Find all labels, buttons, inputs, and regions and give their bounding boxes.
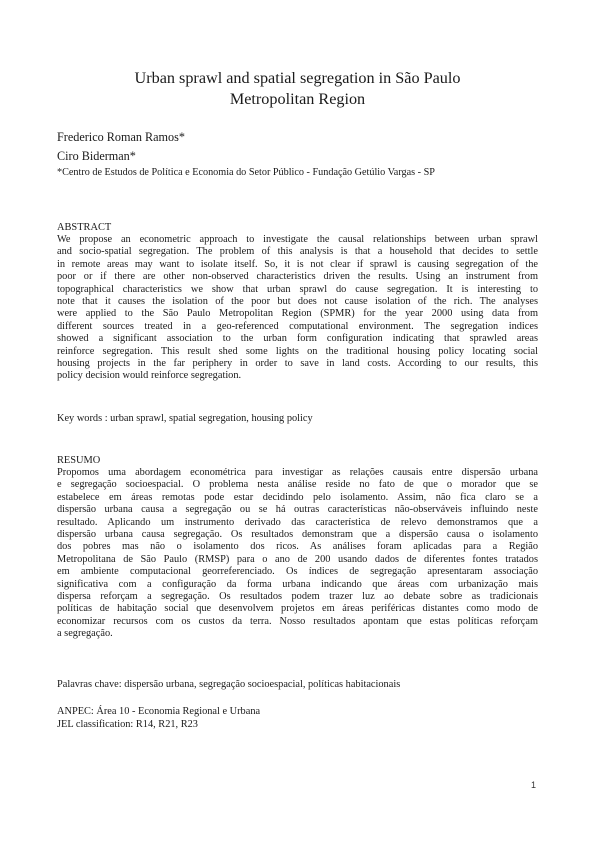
paper-title [60, 68, 535, 110]
resumo-line: e segregação socioespacial. O problema nesta análise reside no fato de que o morador que se [57, 479, 538, 491]
author-name: Ciro Biderman* [57, 149, 136, 163]
resumo-line: dispersa reforçam a segregação. Os resultados podem trazer luz ao debate sobre as tradicionais [57, 591, 538, 603]
resumo-line: políticas de habitação social que desenvolvem projetos em áreas periféricas distantes como modo de [57, 603, 538, 615]
abstract-line: were applied to the São Paulo Metropolitan Region (SPMR) for the year 2000 using data from [57, 308, 538, 320]
abstract-line: topographical characteristics we show that urban sprawl do cause segregation. It is interesting to [57, 283, 538, 295]
title-line-1: Urban sprawl and spatial segregation in São Paulo [134, 69, 461, 87]
abstract-keywords: Key words : urban sprawl, spatial segregation, housing policy [57, 413, 313, 424]
abstract-line: and socio-spatial segregation. The problem of this analysis is that a household that decides to settle [57, 246, 538, 258]
resumo-line: estabelece em áreas remotas pode estar decidindo pelo isolamento. Assim, não fica claro se a [57, 491, 538, 503]
resumo-line: Propomos uma abordagem econométrica para investigar as relações causais entre dispersão urbana [57, 467, 538, 478]
abstract-line: poor or if there are other non-observed characteristics driven the results. Using an instrument from [57, 271, 538, 283]
abstract-line: policy decision would reinforce segregation. [57, 370, 242, 382]
jel-classification: JEL classification: R14, R21, R23 [57, 719, 198, 730]
resumo-body [57, 467, 538, 641]
abstract-line: in remote areas may want to isolate itself. So, it is not clear if sprawl is causing segregation of the [57, 258, 538, 270]
abstract-heading: ABSTRACT [57, 222, 112, 233]
title-line-2: Metropolitan Region [229, 90, 366, 108]
resumo-line: dos pobres mas não o isolamento dos ricos. As análises foram aplicadas para a Região [57, 541, 538, 553]
resumo-line: a segregação. [57, 628, 113, 640]
author-name: Frederico Roman Ramos* [57, 130, 185, 144]
page-number: 1 [531, 780, 537, 790]
resumo-keywords: Palavras chave: dispersão urbana, segregação socioespacial, políticas habitacionais [57, 679, 401, 690]
abstract-line: We propose an econometric approach to investigate the causal relationships between urban sprawl [57, 234, 538, 245]
abstract-body [57, 234, 538, 383]
resumo-heading: RESUMO [57, 455, 101, 466]
author-affiliation: *Centro de Estudos de Política e Economia do Setor Público - Fundação Getúlio Vargas - SP [57, 167, 435, 178]
abstract-line: housing projects in the far periphery in order to save in land costs. According to our results, this [57, 358, 538, 370]
resumo-line: dispersão urbana causa a segregação ou se há outras características não-observáveis influindo neste [57, 504, 538, 516]
resumo-line: resultado. Aplicando um instrumento derivado das característica de relevo demonstramos que a [57, 516, 538, 528]
resumo-line: dispersão urbana causa segregação. Os resultados demonstram que a dispersão causa o isolamento [57, 529, 538, 541]
abstract-line: reinforce segregation. This result shed some lights on the traditional housing policy locating social [57, 345, 538, 357]
resumo-line: Metropolitana de São Paulo (RMSP) para o ano de 200 usando dados de diferentes fontes tratados [57, 553, 538, 565]
anpec-area: ANPEC: Área 10 - Economia Regional e Urbana [57, 706, 261, 717]
abstract-line: note that it causes the isolation of the poor but does not cause isolation of the rich. The analyses [57, 296, 538, 308]
resumo-line: economizar recursos com os custos da terra. Nosso resultados apontam que estas políticas reforçam [57, 615, 538, 627]
abstract-line: showed a significant association to the urban form configuration indicating that sprawled areas [57, 333, 538, 345]
resumo-line: em ambiente computacional georreferenciado. Os índices de segregação apresentaram associação [57, 566, 538, 578]
abstract-line: different sources treated in a geo-referenced computational environment. The segregation indices [57, 320, 538, 332]
resumo-line: significativa com a configuração da forma urbana indicando que áreas com urbanização mais [57, 578, 538, 590]
